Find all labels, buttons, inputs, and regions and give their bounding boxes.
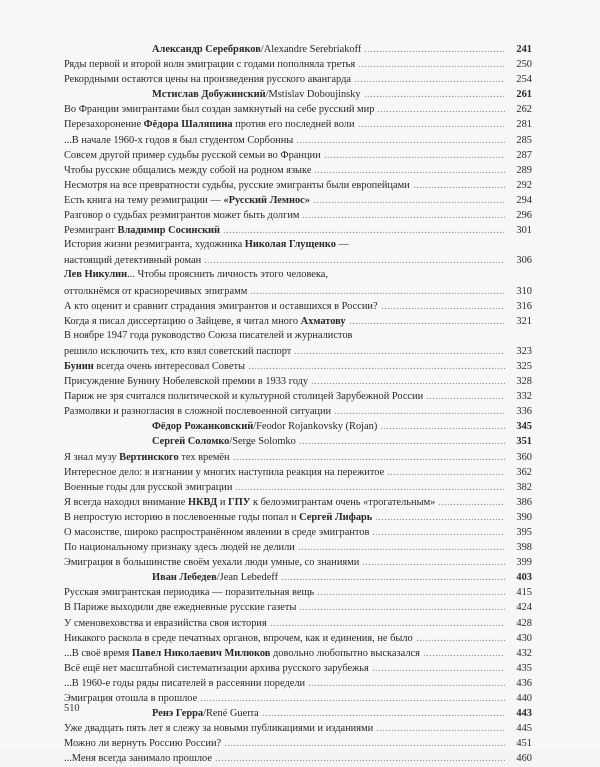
entry-text: ...В начале 1960-х годов я был студентом Сорбонны <box>64 134 294 146</box>
toc-page-number: 415 <box>516 587 532 599</box>
toc-page-number: 287 <box>516 149 532 161</box>
toc-entry-title <box>64 419 377 434</box>
dot-leader <box>281 569 505 580</box>
toc-entry <box>64 675 532 690</box>
toc-page-number: 292 <box>516 179 532 191</box>
toc-entry-title <box>64 495 435 510</box>
toc-entry-title <box>64 555 359 570</box>
toc-entry-title <box>64 314 346 329</box>
toc-entry-title <box>64 706 259 721</box>
entry-emphasis: Николая Глущенко <box>244 239 336 251</box>
entry-text: настоящий детективный роман <box>64 255 202 267</box>
toc-entry-title <box>64 42 361 57</box>
toc-entry <box>64 116 532 131</box>
entry-text: Уже двадцать пять лет я слежу за новыми публикациями и изданиями <box>64 723 374 735</box>
toc-entry <box>64 177 532 192</box>
entry-text: У сменовеховства и евразийства своя история <box>64 617 267 629</box>
entry-text: Реэмигрант <box>64 225 118 237</box>
toc-entry <box>64 735 532 750</box>
entry-emphasis: НКВД <box>187 496 218 508</box>
dot-leader <box>375 509 505 520</box>
author-name-latin: /Serge Solomko <box>229 436 296 448</box>
toc-section-heading <box>64 86 532 101</box>
toc-entry-title <box>64 736 221 751</box>
toc-entry <box>64 615 532 630</box>
toc-page-number: 241 <box>516 44 532 55</box>
toc-entry-title <box>64 691 197 706</box>
toc-page-number: 403 <box>516 572 532 584</box>
entry-text: Когда я писал диссертацию о Зайцеве, я читал много <box>64 315 301 327</box>
author-name-latin: /René Guerra <box>203 708 259 720</box>
entry-text: История жизни реэмигранта, художника <box>64 239 245 251</box>
entry-text: Разговор о судьбах реэмигрантов может быть долгим <box>64 210 300 222</box>
dot-leader <box>317 584 505 595</box>
toc-page-number: 440 <box>516 693 532 705</box>
toc-entry-title <box>64 267 328 282</box>
entry-text: В ноябре 1947 года руководство Союза писателей и журналистов <box>64 329 353 341</box>
toc-section-heading <box>64 569 532 584</box>
toc-entry-title <box>64 600 296 615</box>
entry-text: Я всегда находил внимание <box>64 496 188 508</box>
toc-entry-title <box>64 344 291 359</box>
dot-leader <box>223 222 505 233</box>
toc-page-number: 430 <box>516 632 532 644</box>
toc-entry <box>64 147 532 162</box>
toc-entry <box>64 328 532 343</box>
toc-page-number: 351 <box>516 436 532 448</box>
entry-emphasis: Вертинского <box>119 451 179 463</box>
entry-text: Размолвки и разногласия в сложной послевоенной ситуации <box>64 406 332 418</box>
entry-text: к белоэмигрантам очень «трогательным» <box>250 496 436 508</box>
author-name: Мстислав Добужинский <box>152 89 266 101</box>
dot-leader <box>364 86 505 97</box>
toc-page-number: 445 <box>516 723 532 735</box>
toc-entry <box>64 343 532 358</box>
toc-entry-title <box>64 434 296 449</box>
entry-text: всегда очень интересовал Советы <box>93 360 245 372</box>
toc-entry <box>64 690 532 705</box>
entry-text: Эмиграция отошла в прошлое <box>64 693 198 705</box>
dot-leader <box>377 101 505 112</box>
toc-page-number: 301 <box>516 225 532 237</box>
toc-page-number: 328 <box>516 376 532 388</box>
dot-leader <box>381 298 505 309</box>
toc-entry <box>64 373 532 388</box>
toc-page-number: 250 <box>516 59 532 71</box>
entry-emphasis: Владимир Сосинский <box>117 225 221 237</box>
dot-leader <box>438 494 505 505</box>
entry-text: О масонстве, широко распространённом явлении в среде эмигрантов <box>64 527 370 538</box>
toc-page-number: 321 <box>516 315 532 327</box>
toc-entry <box>64 464 532 479</box>
toc-entry <box>64 479 532 494</box>
toc-entry <box>64 524 532 539</box>
dot-leader <box>248 358 505 369</box>
dot-leader <box>364 41 505 52</box>
dot-leader <box>311 373 505 384</box>
toc-entry <box>64 584 532 599</box>
page-number: 510 <box>64 703 80 714</box>
toc-entry <box>64 207 532 222</box>
entry-text: и <box>217 496 229 508</box>
dot-leader <box>354 71 505 82</box>
toc-page-number: 390 <box>516 511 532 523</box>
toc-entry-title <box>64 389 423 404</box>
toc-page-number: 323 <box>516 345 532 357</box>
dot-leader <box>416 630 505 641</box>
toc-entry <box>64 162 532 177</box>
toc-entry-title <box>64 72 351 87</box>
toc-entry <box>64 101 532 116</box>
toc-entry-title <box>64 525 369 540</box>
toc-entry <box>64 539 532 554</box>
toc-entry-title <box>64 163 311 178</box>
entry-text: В непростую историю в послевоенные годы попал и <box>64 511 300 523</box>
toc-entry <box>64 71 532 86</box>
author-name: Фёдор Рожанковский <box>152 421 254 433</box>
toc-entry <box>64 554 532 569</box>
entry-emphasis: Павел Николаевич Милюков <box>131 647 271 659</box>
toc-entry-title <box>64 253 201 268</box>
author-name: Александр Серебряков <box>152 44 261 55</box>
toc-page-number: 336 <box>516 406 532 418</box>
toc-page-number: 281 <box>516 119 532 131</box>
toc-page-number: 435 <box>516 662 532 674</box>
toc-entry <box>64 358 532 373</box>
entry-text: Присуждение Бунину Нобелевской премии в 1933 году <box>64 376 309 388</box>
dot-leader <box>235 479 505 490</box>
toc-entry-title <box>64 133 293 148</box>
toc-entry <box>64 449 532 464</box>
dot-leader <box>387 464 505 475</box>
dot-leader <box>262 705 505 716</box>
entry-text: Совсем другой пример судьбы русской семьи во Франции <box>64 149 321 161</box>
toc-entry-title <box>64 148 321 163</box>
author-name: Иван Лебедев <box>152 572 217 584</box>
entry-text: Никакого раскола в среде печатных органов, впрочем, как и единения, не было <box>64 632 413 644</box>
entry-text: Несмотря на все превратности судьбы, русские эмигранты были европейцами <box>64 179 410 191</box>
toc-entry <box>64 630 532 645</box>
author-name-latin: /Jean Lebedeff <box>216 572 279 584</box>
entry-emphasis: Бунин <box>64 360 94 372</box>
toc-entry-title <box>64 450 230 465</box>
dot-leader <box>313 192 505 203</box>
toc-entry <box>64 283 532 298</box>
entry-text: А кто оценит и сравнит страдания эмигрантов и оставшихся в России? <box>64 300 378 312</box>
toc-page-number: 289 <box>516 164 532 176</box>
dot-leader <box>334 403 505 414</box>
toc-entry <box>64 192 532 207</box>
toc-page-number: 399 <box>516 557 532 569</box>
dot-leader <box>349 313 505 324</box>
entry-text: Интересное дело: в изгнании у многих наступила реакция на пережитое <box>64 466 385 478</box>
dot-leader <box>299 599 505 610</box>
toc-entry-title <box>64 237 349 252</box>
toc-entry <box>64 267 532 282</box>
toc-entry <box>64 252 532 267</box>
dot-leader <box>423 645 505 656</box>
toc-page-number: 345 <box>516 421 532 433</box>
dot-leader <box>204 252 505 263</box>
entry-emphasis: Сергей Лифарь <box>299 511 373 523</box>
entry-text: ... Чтобы прояснить личность этого человека, <box>127 269 328 281</box>
toc-entry-title <box>64 223 220 238</box>
dot-leader <box>200 690 505 701</box>
entry-text: Эмиграция в большинстве своём уехали люди умные, со знаниями <box>64 557 360 569</box>
toc-page-number: 325 <box>516 360 532 372</box>
toc-entry-title <box>64 208 299 223</box>
dot-leader <box>302 207 505 218</box>
dot-leader <box>380 418 505 429</box>
dot-leader <box>270 615 505 626</box>
toc-entry-title <box>64 751 212 766</box>
toc-entry-title <box>64 359 245 374</box>
toc-page-number: 398 <box>516 542 532 554</box>
dot-leader <box>376 720 505 731</box>
toc-entry-title <box>64 570 278 585</box>
entry-text: решило исключить тех, кто взял советский паспорт <box>64 345 292 357</box>
toc-entry-title <box>64 510 372 525</box>
table-of-contents <box>64 41 532 766</box>
author-name-latin: /Alexandre Serebriakoff <box>260 44 362 55</box>
entry-emphasis: Фёдора Шаляпина <box>143 119 233 131</box>
toc-section-heading <box>64 705 532 720</box>
toc-entry <box>64 509 532 524</box>
toc-entry <box>64 388 532 403</box>
toc-page-number: 436 <box>516 677 532 689</box>
dot-leader <box>250 283 505 294</box>
entry-text: Париж не зря считался политической и культурной столицей Зарубежной России <box>64 391 424 403</box>
entry-text: Я знал музу <box>64 451 120 463</box>
toc-entry-title <box>64 646 420 661</box>
toc-entry <box>64 645 532 660</box>
toc-entry-title <box>64 374 308 389</box>
entry-text: Можно ли вернуть Россию России? <box>64 738 222 750</box>
dot-leader <box>299 433 505 444</box>
entry-text: Перезахоронение <box>64 119 144 131</box>
toc-entry-title <box>64 404 331 419</box>
entry-text: Во Франции эмигрантами был создан замкнутый на себе русский мир <box>64 104 375 116</box>
toc-entry <box>64 132 532 147</box>
entry-text: ...В своё время <box>64 647 132 659</box>
toc-entry-title <box>64 661 369 676</box>
toc-page-number: 254 <box>516 74 532 86</box>
dot-leader <box>233 449 505 460</box>
dot-leader <box>362 554 505 565</box>
author-name: Ренэ Герра <box>152 708 204 720</box>
toc-entry-title <box>64 480 232 495</box>
toc-entry-title <box>64 87 361 102</box>
toc-entry-title <box>64 193 310 208</box>
entry-emphasis: ГПУ <box>228 496 251 508</box>
toc-entry <box>64 750 532 765</box>
dot-leader <box>413 177 505 188</box>
toc-page-number: 460 <box>516 753 532 765</box>
dot-leader <box>224 735 505 746</box>
entry-text: против его последней воли <box>232 119 355 131</box>
entry-text: Есть книга на тему реэмиграции — <box>64 194 224 206</box>
dot-leader <box>308 675 505 686</box>
toc-page-number: 360 <box>516 451 532 463</box>
toc-entry-title <box>64 178 410 193</box>
toc-entry-title <box>64 328 352 343</box>
toc-entry-title <box>64 102 374 117</box>
dot-leader <box>296 132 505 143</box>
dot-leader <box>372 660 505 671</box>
toc-entry-title <box>64 465 384 480</box>
toc-page-number: 395 <box>516 527 532 538</box>
entry-text: В Париже выходили две ежедневные русские газеты <box>64 602 297 614</box>
toc-section-heading <box>64 418 532 433</box>
toc-entry-title <box>64 721 373 736</box>
toc-entry-title <box>64 57 355 72</box>
toc-page-number: 443 <box>516 708 532 720</box>
entry-text: ...В 1960-е годы ряды писателей в рассеянии поредели <box>64 677 306 689</box>
toc-entry <box>64 56 532 71</box>
toc-entry-title <box>64 616 267 631</box>
entry-emphasis: Ахматову <box>300 315 346 327</box>
toc-page-number: 296 <box>516 210 532 222</box>
dot-leader <box>324 147 505 158</box>
author-name: Сергей Соломко <box>152 436 230 448</box>
entry-emphasis: «Русский Лемнос» <box>223 194 310 206</box>
toc-section-heading <box>64 41 532 56</box>
toc-entry <box>64 660 532 675</box>
entry-text: ...Меня всегда занимало прошлое <box>64 753 212 765</box>
toc-entry-title <box>64 540 295 555</box>
toc-entry <box>64 494 532 509</box>
dot-leader <box>314 162 505 173</box>
entry-text: Чтобы русские общались между собой на родном языке <box>64 164 312 176</box>
dot-leader <box>372 524 505 535</box>
toc-entry <box>64 298 532 313</box>
entry-emphasis: Лев Никулин <box>64 269 128 281</box>
entry-text: Ряды первой и второй волн эмиграции с годами пополняла третья <box>64 59 356 71</box>
toc-page-number: 285 <box>516 134 532 146</box>
author-name-latin: /Mstislav Doboujinsky <box>265 89 361 101</box>
entry-text: оттолкнёмся от красноречивых эпиграмм <box>64 285 248 297</box>
toc-entry-title <box>64 117 355 132</box>
toc-page-number: 362 <box>516 466 532 478</box>
author-name-latin: /Feodor Rojankovsky (Rojan) <box>253 421 378 433</box>
toc-entry <box>64 720 532 735</box>
toc-page-number: 332 <box>516 391 532 403</box>
toc-entry-title <box>64 631 413 646</box>
dot-leader <box>215 750 505 761</box>
entry-text: Военные годы для русской эмиграции <box>64 481 233 493</box>
toc-page-number: 386 <box>516 496 532 508</box>
toc-page-number: 316 <box>516 300 532 312</box>
entry-text: Всё ещё нет масштабной систематизации архива русского зарубежья <box>64 662 369 674</box>
dot-leader <box>358 56 505 67</box>
entry-text: По национальному признаку здесь людей не делили <box>64 542 295 554</box>
dot-leader <box>358 116 506 127</box>
entry-text: — <box>335 239 349 251</box>
toc-entry-title <box>64 585 314 600</box>
toc-entry <box>64 222 532 237</box>
entry-text: Рекордными остаются цены на произведения русского авангарда <box>64 74 352 86</box>
toc-entry <box>64 313 532 328</box>
toc-entry <box>64 403 532 418</box>
toc-page-number: 428 <box>516 617 532 629</box>
toc-page-number: 262 <box>516 104 532 116</box>
entry-text: Русская эмигрантская периодика — поразительная вещь <box>64 587 315 599</box>
toc-page-number: 382 <box>516 481 532 493</box>
toc-section-heading <box>64 433 532 448</box>
toc-page-number: 310 <box>516 285 532 297</box>
toc-page-number: 432 <box>516 647 532 659</box>
toc-entry-title <box>64 284 247 299</box>
dot-leader <box>298 539 505 550</box>
toc-page-number: 294 <box>516 194 532 206</box>
toc-page-number: 424 <box>516 602 532 614</box>
toc-page-number: 306 <box>516 255 532 267</box>
toc-page-number: 451 <box>516 738 532 750</box>
toc-entry <box>64 237 532 252</box>
entry-text: довольно любопытно высказался <box>270 647 420 659</box>
toc-entry-title <box>64 676 305 691</box>
toc-entry <box>64 599 532 614</box>
toc-entry-title <box>64 299 378 314</box>
dot-leader <box>426 388 505 399</box>
toc-page-number: 261 <box>516 89 532 101</box>
entry-text: тех времён <box>178 451 230 463</box>
dot-leader <box>294 343 505 354</box>
